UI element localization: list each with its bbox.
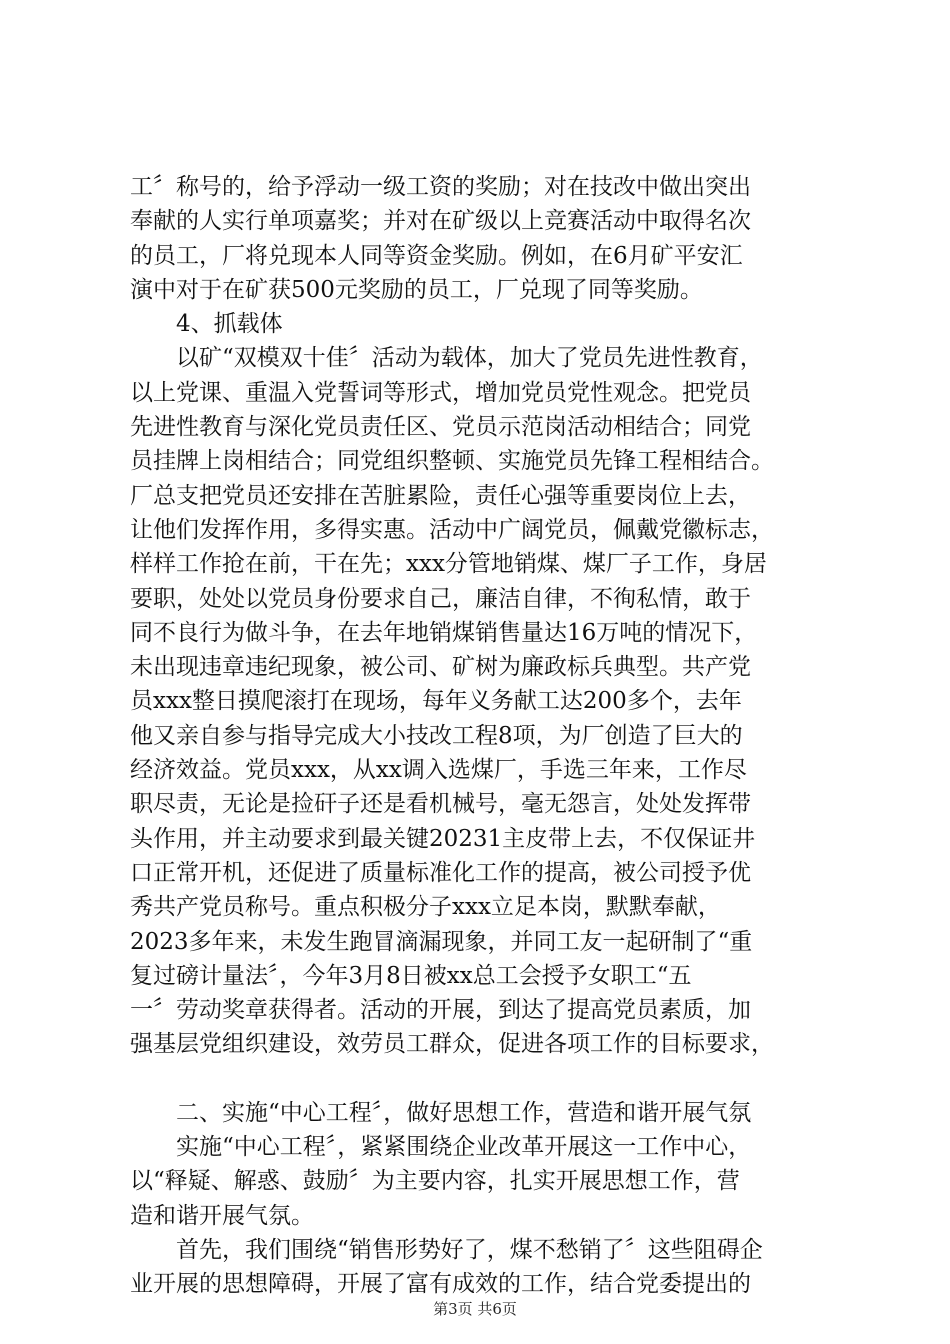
paragraph-block-1	[130, 170, 835, 1062]
text-line: 厂总支把党员还安排在苦脏累险，责任心强等重要岗位上去，	[130, 482, 751, 509]
text-line: 让他们发挥作用，多得实惠。活动中广阔党员，佩戴党徽标志，	[130, 516, 774, 543]
text-line: 员xxx整日摸爬滚打在现场，每年义务献工达200多个，去年	[130, 688, 742, 715]
text-line: 秀共产党员称号。重点积极分子xxx立足本岗，默默奉献，	[130, 894, 721, 921]
paragraph-gap	[130, 1062, 835, 1096]
page-footer: 第3页 共6页	[433, 1300, 517, 1318]
text-line: 先进性教育与深化党员责任区、党员示范岗活动相结合；同党	[130, 414, 751, 441]
text-line: 口正常开机，还促进了质量标准化工作的提高，被公司授予优	[130, 859, 751, 886]
text-line: 演中对于在矿获500元奖励的员工，厂兑现了同等奖励。	[130, 276, 703, 303]
text-line: 要职，处处以党员身份要求自己，廉洁自律，不徇私情，敢于	[130, 585, 751, 612]
text-line: 二、实施“中心工程〞，做好思想工作，营造和谐开展气氛	[130, 1099, 752, 1126]
text-line: 以上党课、重温入党誓词等形式，增加党员党性观念。把党员	[130, 379, 751, 406]
text-line: 以“释疑、解惑、鼓励〞为主要内容，扎实开展思想工作，营	[130, 1168, 740, 1195]
text-line: 工〞称号的，给予浮动一级工资的奖励；对在技改中做出突出	[130, 174, 751, 200]
text-line: 他又亲自参与指导完成大小技改工程8项，为厂创造了巨大的	[130, 722, 743, 749]
text-line: 实施“中心工程〞，紧紧围绕企业改革开展这一工作中心，	[130, 1134, 752, 1161]
text-line: 样样工作抢在前，干在先；xxx分管地销煤、煤厂子工作，身居	[130, 551, 767, 578]
text-line: 业开展的思想障碍，开展了富有成效的工作，结合党委提出的	[130, 1271, 751, 1298]
text-line: 职尽责，无论是捡矸子还是看机械号，毫无怨言，处处发挥带	[130, 791, 751, 818]
text-line: 未出现违章违纪现象，被公司、矿树为廉政标兵典型。共产党	[130, 654, 751, 681]
document-body	[130, 170, 835, 1302]
text-line: 头作用，并主动要求到最关键20231主皮带上去，不仅保证井	[130, 825, 756, 852]
text-line: 强基层党组织建设，效劳员工群众，促进各项工作的目标要求，	[130, 1031, 774, 1058]
paragraph-block-2	[130, 1096, 835, 1302]
text-line: 4、抓载体	[130, 311, 283, 338]
text-line: 以矿“双模双十佳〞活动为载体，加大了党员先进性教育，	[130, 345, 763, 372]
text-line: 一〞劳动奖章获得者。活动的开展，到达了提高党员素质，加	[130, 997, 751, 1024]
text-line: 经济效益。党员xxx，从xx调入选煤厂，手选三年来，工作尽	[130, 757, 747, 784]
text-line: 同不良行为做斗争，在去年地销煤销售量达16万吨的情况下，	[130, 619, 758, 646]
text-line: 员挂牌上岗相结合；同党组织整顿、实施党员先锋工程相结合。	[130, 448, 774, 475]
text-line: 的员工，厂将兑现本人同等资金奖励。例如，在6月矿平安汇	[130, 242, 743, 269]
text-line: 造和谐开展气氛。	[130, 1202, 314, 1229]
text-line: 复过磅计量法〞，今年3月8日被xx总工会授予女职工“五	[130, 962, 692, 989]
text-line: 2023多年来，未发生跑冒滴漏现象，并同工友一起研制了“重	[130, 928, 753, 955]
text-line: 首先，我们围绕“销售形势好了，煤不愁销了〞这些阻碍企	[130, 1236, 763, 1263]
text-line: 奉献的人实行单项嘉奖；并对在矿级以上竞赛活动中取得名次	[130, 208, 751, 235]
